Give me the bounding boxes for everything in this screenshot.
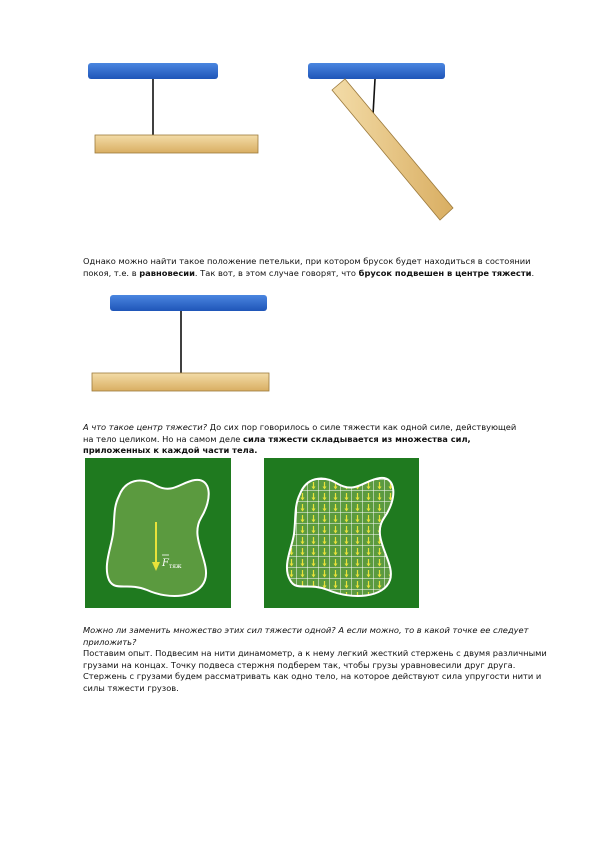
question-text: Можно ли заменить множество этих сил тяжести одной? А если можно, то в какой точке ее следует приложить? — [83, 625, 529, 647]
wooden-bar — [332, 79, 453, 220]
paragraph-experiment — [83, 648, 548, 694]
term-center-of-gravity: брусок подвешен в центре тяжести — [358, 267, 532, 278]
wooden-bar — [92, 373, 269, 391]
body-multiple-forces-figure — [264, 458, 419, 608]
term-equilibrium: равновесии — [139, 267, 195, 278]
paragraph-text: До сих пор говорилось о силе тяжести как одной силе, действующей на тело целиком. Но на самом деле — [83, 422, 517, 444]
hanging-bar-tilted-figure — [300, 55, 470, 240]
question-text: А что такое центр тяжести? — [83, 422, 208, 432]
paragraph-text: Поставим опыт. Подвесим на нити динамометр, а к нему легкий жесткий стержень с двумя различными грузами на концах. Точку подвеса стержня подберем так, чтобы грузы уравновесили друг друга. Стержень с грузами будем рассматривать как одно тело, на которое действуют сила упругости нити и силы тяжести грузов. — [83, 648, 547, 693]
support-bar — [88, 63, 218, 79]
hanging-bar-balanced-figure — [80, 55, 270, 160]
support-bar — [308, 63, 445, 79]
body-single-force-figure — [85, 458, 231, 608]
wooden-bar — [95, 135, 258, 153]
bar-suspended-at-center-figure — [88, 292, 273, 396]
paragraph-text: . — [531, 267, 535, 278]
body-shape — [107, 480, 209, 596]
paragraph-text: . Так вот, в этом случае говорят, что — [194, 267, 359, 278]
paragraph-text: Однако можно найти такое положение петельки, при котором брусок будет находиться в состоянии покоя, т.е. в — [83, 256, 531, 278]
support-bar — [110, 295, 267, 311]
paragraph-equilibrium — [83, 256, 543, 279]
paragraph-center-of-gravity — [83, 422, 523, 457]
term-gravity-sum: сила тяжести складывается из множества сил, приложенных к каждой части тела. — [83, 433, 471, 456]
force-label: $F_{тяж}$ — [162, 558, 182, 570]
paragraph-question — [83, 625, 553, 648]
